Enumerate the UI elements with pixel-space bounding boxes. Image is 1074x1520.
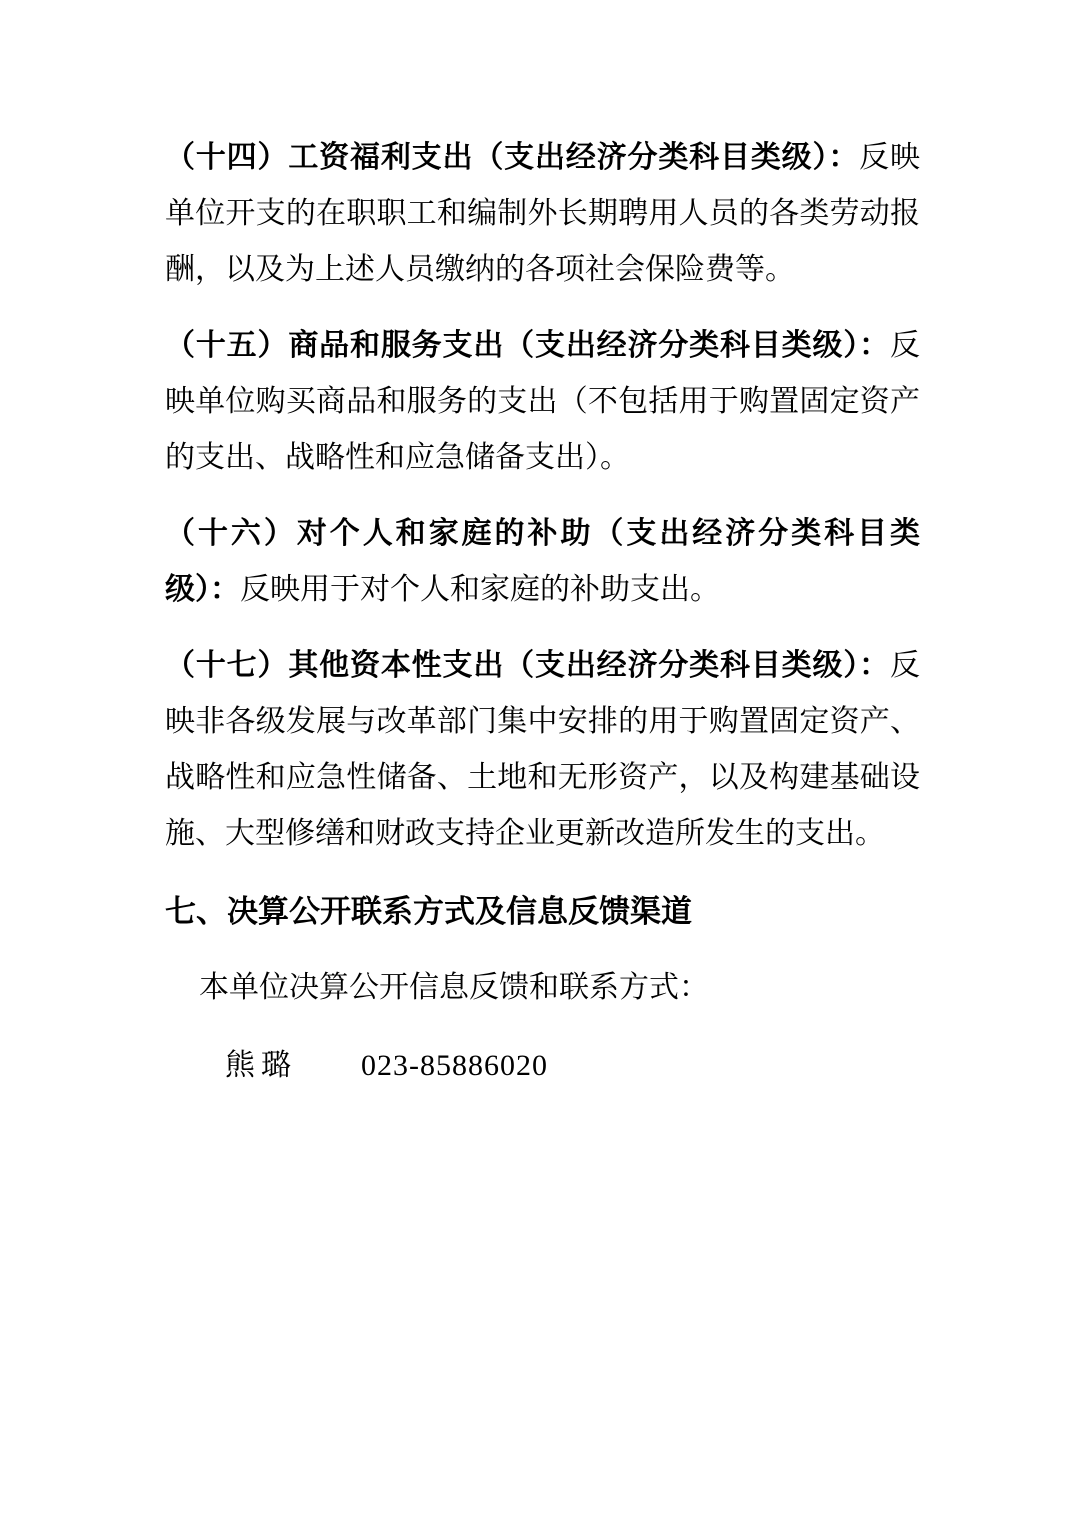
paragraph-body: 反映用于对个人和家庭的补助支出。	[240, 573, 720, 606]
contact-name: 熊璐	[225, 1049, 297, 1082]
paragraph-body: 反映非各级发展与改革部门集中安排的用于购置固定资产、战略性和应急性储备、土地和无形资产，以及构建基础设施、大型修缮和财政支持企业更新改造所发生的支出。	[165, 649, 920, 850]
paragraph-expense-14	[165, 130, 920, 298]
contact-phone: 023-85886020	[361, 1049, 548, 1082]
section-heading: 七、决算公开联系方式及信息反馈渠道	[165, 894, 692, 929]
contact-line	[165, 1046, 920, 1086]
paragraph-body: 反映单位购买商品和服务的支出（不包括用于购置固定资产的支出、战略性和应急储备支出）。	[165, 329, 920, 474]
paragraph-lead: （十六）对个人和家庭的补助（支出经济分类科目类级）：	[165, 517, 920, 606]
paragraph-body: 反映单位开支的在职职工和编制外长期聘用人员的各类劳动报酬，以及为上述人员缴纳的各项社会保险费等。	[165, 141, 921, 286]
paragraph-lead: （十五）商品和服务支出（支出经济分类科目类级）：	[165, 329, 890, 362]
paragraph-expense-15	[165, 318, 920, 486]
contact-intro: 本单位决算公开信息反馈和联系方式：	[199, 971, 709, 1004]
paragraph-expense-17	[165, 638, 920, 862]
paragraph-expense-16	[165, 506, 920, 618]
paragraph-lead: （十七）其他资本性支出（支出经济分类科目类级）：	[165, 649, 890, 682]
paragraph-lead: （十四）工资福利支出（支出经济分类科目类级）：	[165, 141, 860, 174]
